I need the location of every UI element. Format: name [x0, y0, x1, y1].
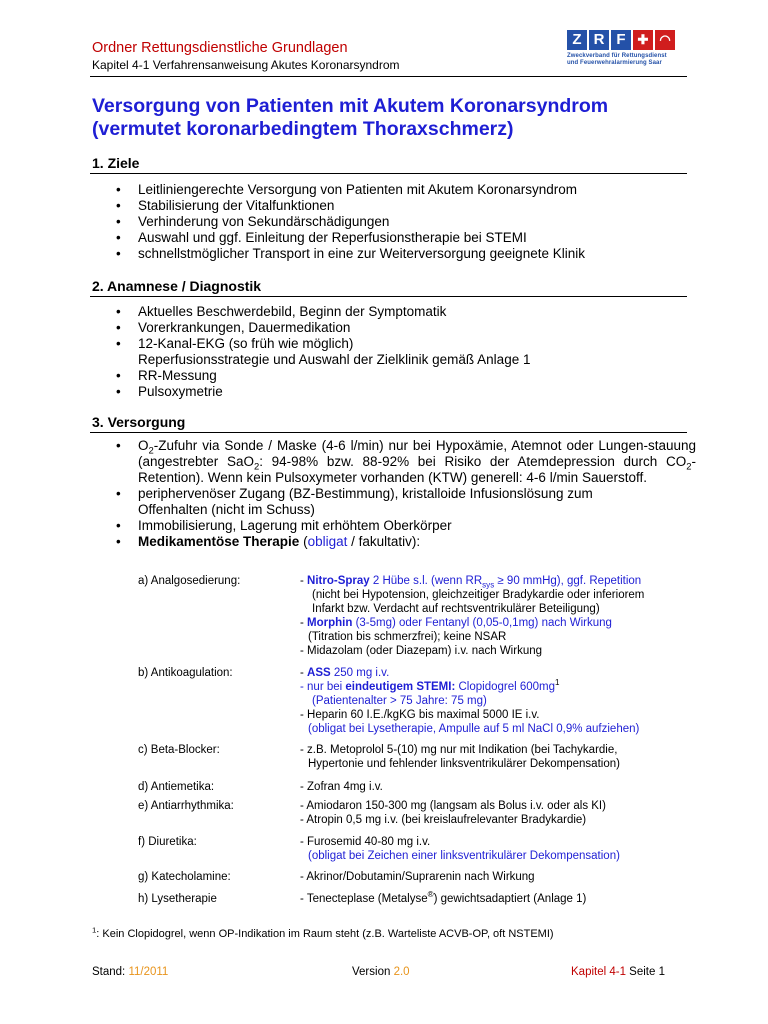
title-line-2: (vermutet koronarbedingtem Thoraxschmerz) [92, 118, 514, 140]
alarm-pictogram-icon: ◠ [655, 30, 675, 50]
logo-letter-r: R [589, 30, 609, 50]
list-item-zugang: • periphervenöser Zugang (BZ-Bestimmung), kristalloide Infusionslösung zum Offenhalten (nicht im Schuss) [116, 486, 696, 518]
rescue-pictogram-icon: ✚ [633, 30, 653, 50]
list-item: • 12-Kanal-EKG (so früh wie möglich) [116, 336, 696, 352]
med-label-katecholamine: g) Katecholamine: [138, 871, 231, 883]
med-value-lysetherapie: - Tenecteplase (Metalyse®) gewichtsadaptiert (Anlage 1) [300, 890, 587, 905]
list-item-o2: • $O_2$-Zufuhr via Sonde / Maske (4-6 l/min) nur bei Hypoxämie, Atemnot oder Lungen-stauung (angestrebter SaO$_2$: 94-98% bzw. 88-92% bei Risiko der Atemdepression durch $CO_2-Retention$). Wenn kein Pulsoxymeter vorhanden (KTW) generell: 4-6 l/min Sauerstoff. [116, 438, 696, 486]
med-label-beta-blocker: c) Beta-Blocker: [138, 744, 220, 756]
med-label-antikoagulation: b) Antikoagulation: [138, 667, 233, 679]
footer-version: Version 2.0 [352, 966, 410, 978]
list-item: • schnellstmöglicher Transport in eine zur Weiterversorgung geeignete Klinik [116, 246, 696, 262]
footer-stand: Stand: 11/2011 [92, 966, 169, 978]
section-divider [90, 296, 687, 297]
list-item-medikamente: • Medikamentöse Therapie (obligat / fakultativ): [116, 534, 696, 550]
med-value-antiemetika: - Zofran 4mg i.v. [300, 781, 383, 793]
logo-text-line2: und Feuerwehralarmierung Saar [567, 60, 662, 66]
med-value-analgosedierung: - Nitro-Spray 2 Hübe s.l. (wenn $RR_{sys} \ge 90$ mmHg), ggf. Repetition (nicht bei Hypotension, gleichzeitiger Bradykardie oder inferiorem Infarkt bzw. Verdacht auf rechtsventrikulärer Beteiligung) - Morphin (3-5mg) oder Fentanyl (0,05-0,1mg) nach Wirkung (Titration bis schmerzfrei); keine NSAR - Midazolam (oder Diazepam) i.v. nach Wirkung [300, 575, 645, 657]
header-subtitle: Kapitel 4-1 Verfahrensanweisung Akutes Koronarsyndrom [92, 58, 400, 72]
footnote: $^1$: Kein Clopidogrel, wenn OP-Indikation im Raum steht (z.B. Warteliste ACVB-OP, oft NSTEMI) [92, 925, 554, 940]
list-item-lagerung: • Immobilisierung, Lagerung mit erhöhtem Oberkörper [116, 518, 696, 534]
logo-letter-f: F [611, 30, 631, 50]
logo-text-line1: Zweckverband für Rettungsdienst [567, 53, 667, 59]
footer-page: Kapitel 4-1 Seite 1 [571, 966, 665, 978]
med-value-beta-blocker: - z.B. Metoprolol 5-(10) mg nur mit Indikation (bei Tachykardie, Hypertonie und fehlender linksventrikulärer Dekompensation) [300, 744, 620, 770]
med-value-diuretika: - Furosemid 40-80 mg i.v. (obligat bei Zeichen einer linksventrikulärer Dekompensation) [300, 836, 620, 862]
med-label-antiarrhythmika: e) Antiarrhythmika: [138, 800, 234, 812]
zrf-logo [567, 30, 687, 74]
list-item: • Aktuelles Beschwerdebild, Beginn der Symptomatik [116, 304, 696, 320]
list-item: • Leitliniengerechte Versorgung von Patienten mit Akutem Koronarsyndrom [116, 182, 696, 198]
med-label-lysetherapie: h) Lysetherapie [138, 893, 217, 905]
section-heading-versorgung: 3. Versorgung [92, 414, 186, 430]
ziele-list [116, 182, 696, 262]
title-line-1: Versorgung von Patienten mit Akutem Koronarsyndrom [92, 95, 609, 117]
versorgung-list [116, 438, 696, 550]
anamnese-list [116, 304, 696, 400]
logo-letter-z: Z [567, 30, 587, 50]
list-item: • Auswahl und ggf. Einleitung der Reperfusionstherapie bei STEMI [116, 230, 696, 246]
med-label-analgosedierung: a) Analgosedierung: [138, 575, 241, 587]
med-label-diuretika: f) Diuretika: [138, 836, 197, 848]
list-item: • Verhinderung von Sekundärschädigungen [116, 214, 696, 230]
med-value-antiarrhythmika: - Amiodaron 150-300 mg (langsam als Bolus i.v. oder als KI) - Atropin 0,5 mg i.v. (bei kreislaufrelevanter Bradykardie) [300, 800, 606, 826]
med-label-antiemetika: d) Antiemetika: [138, 781, 215, 793]
section-heading-anamnese: 2. Anamnese / Diagnostik [92, 278, 262, 294]
list-item: • Pulsoxymetrie [116, 384, 696, 400]
section-divider [90, 432, 687, 433]
header-title: Ordner Rettungsdienstliche Grundlagen [92, 40, 348, 56]
list-item: • Stabilisierung der Vitalfunktionen [116, 198, 696, 214]
header-divider [90, 76, 687, 77]
document-title [92, 95, 692, 141]
list-item: • Vorerkrankungen, Dauermedikation [116, 320, 696, 336]
section-heading-ziele: 1. Ziele [92, 155, 140, 171]
list-item: • RR-Messung [116, 368, 696, 384]
list-item-continuation: Reperfusionsstrategie und Auswahl der Zielklinik gemäß Anlage 1 [138, 352, 531, 367]
med-value-antikoagulation: - ASS 250 mg i.v. - nur bei eindeutigem STEMI: Clopidogrel $600mg^1$ (Patientenalter > 75 Jahre: 75 mg) - Heparin 60 I.E./kgKG bis maximal 5000 IE i.v. (obligat bei Lysetherapie, Ampulle auf 5 ml NaCl 0,9% aufziehen) [300, 667, 640, 735]
section-divider [90, 173, 687, 174]
med-value-katecholamine: - Akrinor/Dobutamin/Suprarenin nach Wirkung [300, 871, 535, 883]
